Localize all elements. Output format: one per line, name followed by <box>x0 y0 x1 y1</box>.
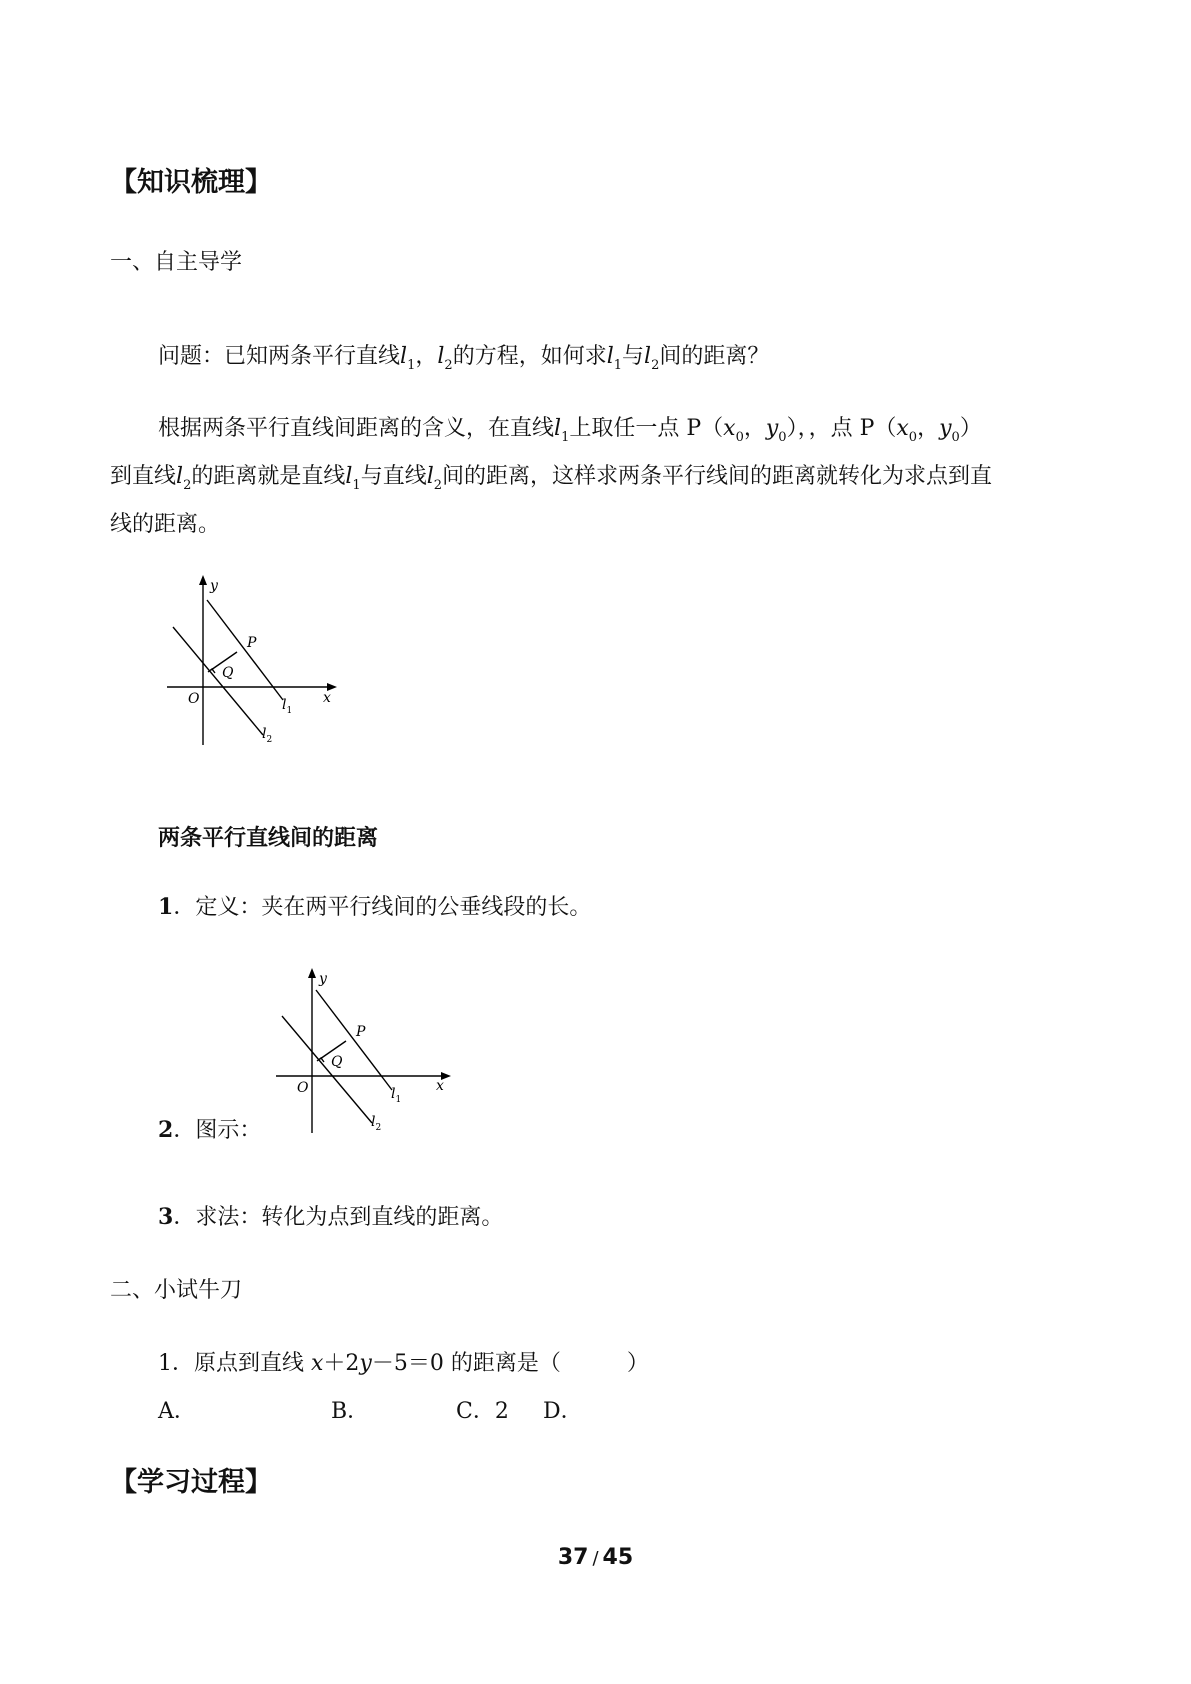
question-line: 问题：已知两条平行直线$l_1$，$l_2$的方程，如何求$l_1$与$l_2$间的距离？ <box>158 344 770 373</box>
point-q-label: Q <box>222 665 234 681</box>
question-1: 1．原点到直线 x＋2y－5＝0 的距离是（ ） <box>158 1351 649 1376</box>
paragraph-line-2: 到直线$l_2$的距离就是直线$l_1$与直线$l_2$间的距离，这样求两条平行线间的距离就转化为求点到直 <box>110 464 993 493</box>
l2-label: $l_2$ <box>371 1114 382 1133</box>
option-c: C．2 <box>456 1399 509 1424</box>
l1-label: $l_1$ <box>282 697 293 716</box>
y-label: y <box>319 971 327 987</box>
item-definition: 1．定义：夹在两平行线间的公垂线段的长。 <box>158 894 592 920</box>
point-p-label: P <box>356 1024 366 1040</box>
origin-label: O <box>188 691 200 707</box>
paragraph-line-3: 线的距离。 <box>110 512 221 537</box>
knowledge-heading: 【知识梳理】 <box>110 167 272 198</box>
x-label: x <box>436 1078 444 1094</box>
origin-label: O <box>297 1080 309 1096</box>
item-method: 3．求法：转化为点到直线的距离。 <box>158 1204 504 1230</box>
y-axis-arrow <box>199 575 207 585</box>
point-q-label: Q <box>331 1054 343 1070</box>
option-a: A． <box>158 1399 196 1424</box>
paragraph-line-1: 根据两条平行直线间距离的含义，在直线$l_1$上取任一点 $P(x_0$，$y_0$），，点 $P(x_0$，$y_0$） <box>158 416 982 445</box>
self-study-heading: 一、自主导学 <box>110 250 243 275</box>
y-label: y <box>210 578 218 594</box>
option-d: D． <box>543 1399 583 1424</box>
y-axis-arrow <box>308 968 316 978</box>
line-l1 <box>316 990 392 1090</box>
x-label: x <box>323 690 331 706</box>
subtitle: 两条平行直线间的距离 <box>158 826 379 851</box>
process-heading: 【学习过程】 <box>110 1467 272 1498</box>
practice-heading: 二、小试牛刀 <box>110 1278 243 1303</box>
l1-label: $l_1$ <box>391 1086 402 1105</box>
line-l1 <box>207 600 283 700</box>
option-b: B． <box>331 1399 370 1424</box>
item-diagram: 2．图示： <box>158 1117 262 1143</box>
page-number: 37 / 45 <box>557 1545 634 1570</box>
point-p-label: P <box>247 635 257 651</box>
parallel-lines-figure-1 <box>155 575 345 755</box>
parallel-lines-figure-2 <box>272 968 462 1148</box>
l2-label: $l_2$ <box>262 726 273 745</box>
